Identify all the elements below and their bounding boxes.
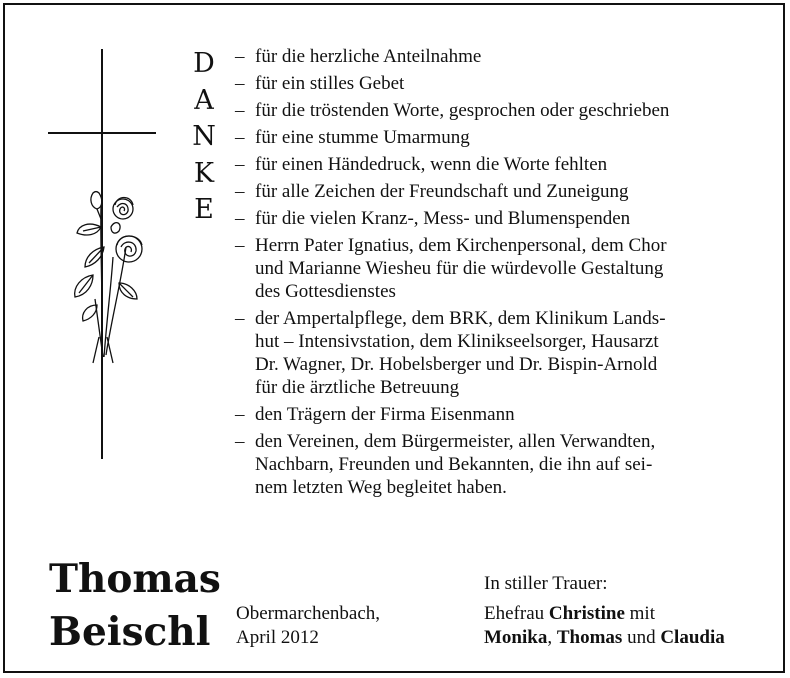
danke-letter: E xyxy=(194,194,214,225)
mourners-line-2 xyxy=(484,626,725,650)
mourners-intro: In stiller Trauer: xyxy=(484,573,608,594)
thanks-list xyxy=(235,45,767,503)
thanks-text: den Vereinen, dem Bürgermeister, allen Verwandten, xyxy=(255,431,656,452)
thanks-text: und Marianne Wiesheu für die würdevolle Gestaltung xyxy=(255,258,664,279)
dash: – xyxy=(235,235,245,256)
thanks-item xyxy=(235,126,767,149)
dash: – xyxy=(235,181,245,202)
thanks-text: für ein stilles Gebet xyxy=(255,73,405,94)
thanks-text: für eine stumme Umarmung xyxy=(255,127,470,148)
thanks-text: Herrn Pater Ignatius, dem Kirchenpersonal, dem Chor xyxy=(255,235,667,256)
thanks-item xyxy=(235,72,767,95)
thanks-item xyxy=(235,307,767,399)
thanks-item xyxy=(235,234,767,303)
danke-letter: A xyxy=(194,84,214,116)
thanks-item xyxy=(235,153,767,176)
roses-icon xyxy=(71,187,147,367)
dash: – xyxy=(235,154,245,175)
place-date xyxy=(236,602,380,650)
dash: – xyxy=(235,46,245,67)
text: und xyxy=(622,627,661,648)
dash: – xyxy=(235,404,245,425)
cross-bar xyxy=(48,132,156,134)
thanks-text: nem letzten Weg begleitet haben. xyxy=(255,477,507,498)
thanks-text: der Ampertalpflege, dem BRK, dem Klinikum Lands- xyxy=(255,308,666,329)
notice-frame xyxy=(3,3,785,673)
danke-letter: D xyxy=(193,48,215,79)
dash: – xyxy=(235,208,245,229)
thanks-text: für die herzliche Anteilnahme xyxy=(255,46,482,67)
text: Ehefrau xyxy=(484,603,549,624)
deceased-name xyxy=(49,553,221,659)
danke-letter: N xyxy=(192,121,216,152)
thanks-text: den Trägern der Firma Eisenmann xyxy=(255,404,515,425)
place: Obermarchenbach, xyxy=(236,603,381,624)
dash: – xyxy=(235,73,245,94)
danke-heading xyxy=(189,46,219,229)
thanks-text: Nachbarn, Freunden und Bekannten, die ihn auf sei- xyxy=(255,454,653,475)
last-name: Beischl xyxy=(49,609,211,655)
first-name: Thomas xyxy=(49,556,221,602)
name: Christine xyxy=(548,603,625,624)
danke-letter: K xyxy=(193,157,215,189)
thanks-text: des Gottesdienstes xyxy=(255,281,396,302)
thanks-text: für die vielen Kranz-, Mess- und Blumenspenden xyxy=(255,208,631,229)
thanks-item xyxy=(235,207,767,230)
mourners-line-1 xyxy=(484,602,725,626)
dash: – xyxy=(235,127,245,148)
thanks-item xyxy=(235,99,767,122)
thanks-item xyxy=(235,180,767,203)
text: , xyxy=(547,627,557,648)
date: April 2012 xyxy=(236,627,319,648)
thanks-item xyxy=(235,403,767,426)
thanks-item xyxy=(235,45,767,68)
thanks-text: für alle Zeichen der Freundschaft und Zuneigung xyxy=(255,181,629,202)
thanks-text: hut – Intensivstation, dem Klinikseelsorger, Hausarzt xyxy=(255,331,659,352)
name: Thomas xyxy=(556,627,623,648)
name: Claudia xyxy=(660,627,725,648)
thanks-text: für die tröstenden Worte, gesprochen oder geschrieben xyxy=(255,100,670,121)
mourners xyxy=(484,572,725,650)
thanks-text: für einen Händedruck, wenn die Worte fehlten xyxy=(255,154,608,175)
text: mit xyxy=(624,603,655,624)
name: Monika xyxy=(484,627,548,648)
thanks-item xyxy=(235,430,767,499)
thanks-text: Dr. Wagner, Dr. Hobelsberger und Dr. Bispin-Arnold xyxy=(255,354,658,375)
dash: – xyxy=(235,431,245,452)
dash: – xyxy=(235,308,245,329)
thanks-text: für die ärztliche Betreuung xyxy=(255,377,460,398)
dash: – xyxy=(235,100,245,121)
